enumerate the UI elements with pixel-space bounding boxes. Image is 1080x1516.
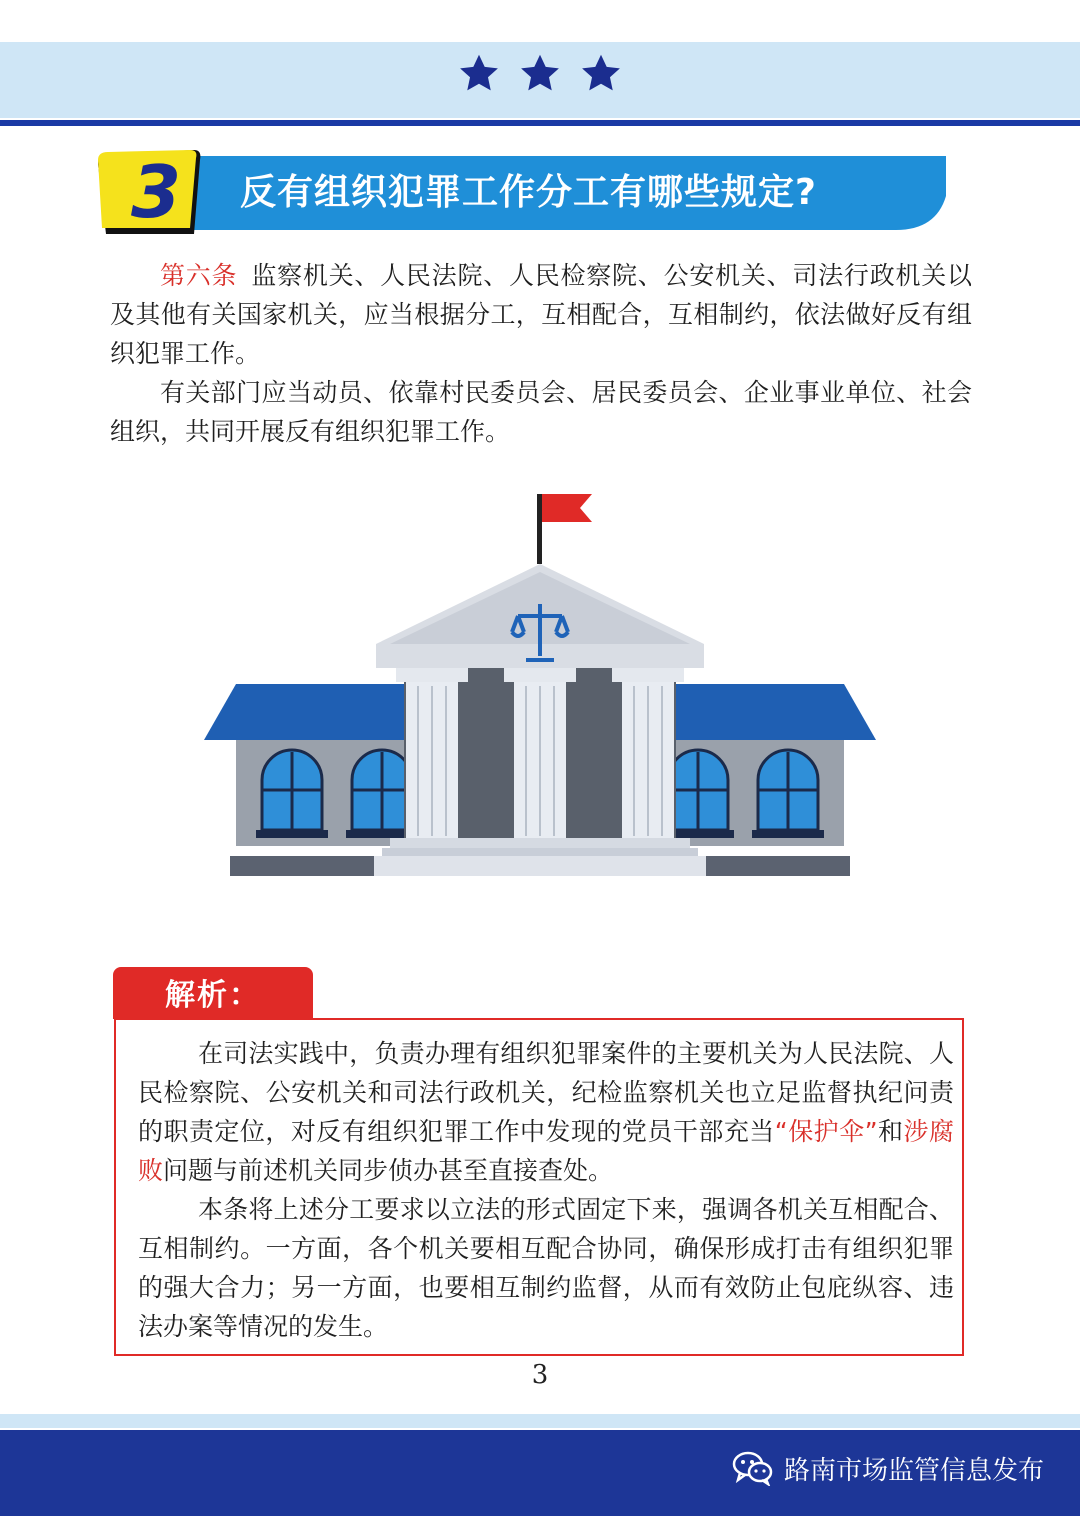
article-text	[110, 256, 972, 451]
star-icon	[457, 52, 501, 96]
analysis-text-segment: 在司法实践中，负责办理有组织犯罪案件的主要机关为人民法院、人民检察院、公安机关和司法行政机关，纪检监察机关也立足监督执纪问责的职责定位，对反有组织犯罪工作中发现的党员干部充当	[138, 1039, 954, 1146]
highlight-protective-umbrella: “保护伞”	[774, 1117, 878, 1146]
header-stars	[0, 52, 1080, 108]
source-credit	[732, 1446, 1044, 1490]
analysis-tab	[113, 967, 313, 1019]
analysis-label: 解析：	[165, 978, 261, 1013]
section-title: 反有组织犯罪工作分工有哪些规定?	[240, 172, 817, 213]
star-icon	[518, 52, 562, 96]
analysis-text-segment: 和	[877, 1117, 904, 1146]
footer-light-band	[0, 1414, 1080, 1428]
page-number: 3	[531, 1360, 549, 1390]
header-divider	[0, 120, 1080, 126]
analysis-paragraph: 本条将上述分工要求以立法的形式固定下来，强调各机关互相配合、互相制约。一方面，各个机关要相互配合协同，确保形成打击有组织犯罪的强大合力；另一方面，也要相互制约监督，从而有效防止包庇纵容、违法办案等情况的发生。	[138, 1195, 954, 1341]
article-paragraph: 有关部门应当动员、依靠村民委员会、居民委员会、企业事业单位、社会组织，共同开展反有组织犯罪工作。	[110, 378, 972, 446]
article-paragraph-text: 监察机关、人民法院、人民检察院、公安机关、司法行政机关以及其他有关国家机关，应当根据分工，互相配合，互相制约，依法做好反有组织犯罪工作。	[110, 261, 972, 368]
courthouse-icon	[200, 490, 880, 880]
analysis-text-segment: 问题与前述机关同步侦办甚至直接查处。	[163, 1156, 614, 1185]
red-flag-icon	[537, 494, 592, 564]
section-number: 3	[130, 150, 182, 234]
star-icon	[579, 52, 623, 96]
highlight-corruption: 涉腐败	[138, 1117, 954, 1185]
analysis-text	[138, 1034, 954, 1346]
article-number: 第六条	[160, 261, 238, 290]
source-name: 路南市场监管信息发布	[783, 1455, 1044, 1486]
wechat-icon	[732, 1450, 774, 1486]
article-paragraph	[110, 256, 972, 373]
section-number-badge	[98, 150, 202, 234]
analysis-paragraph	[138, 1034, 954, 1190]
